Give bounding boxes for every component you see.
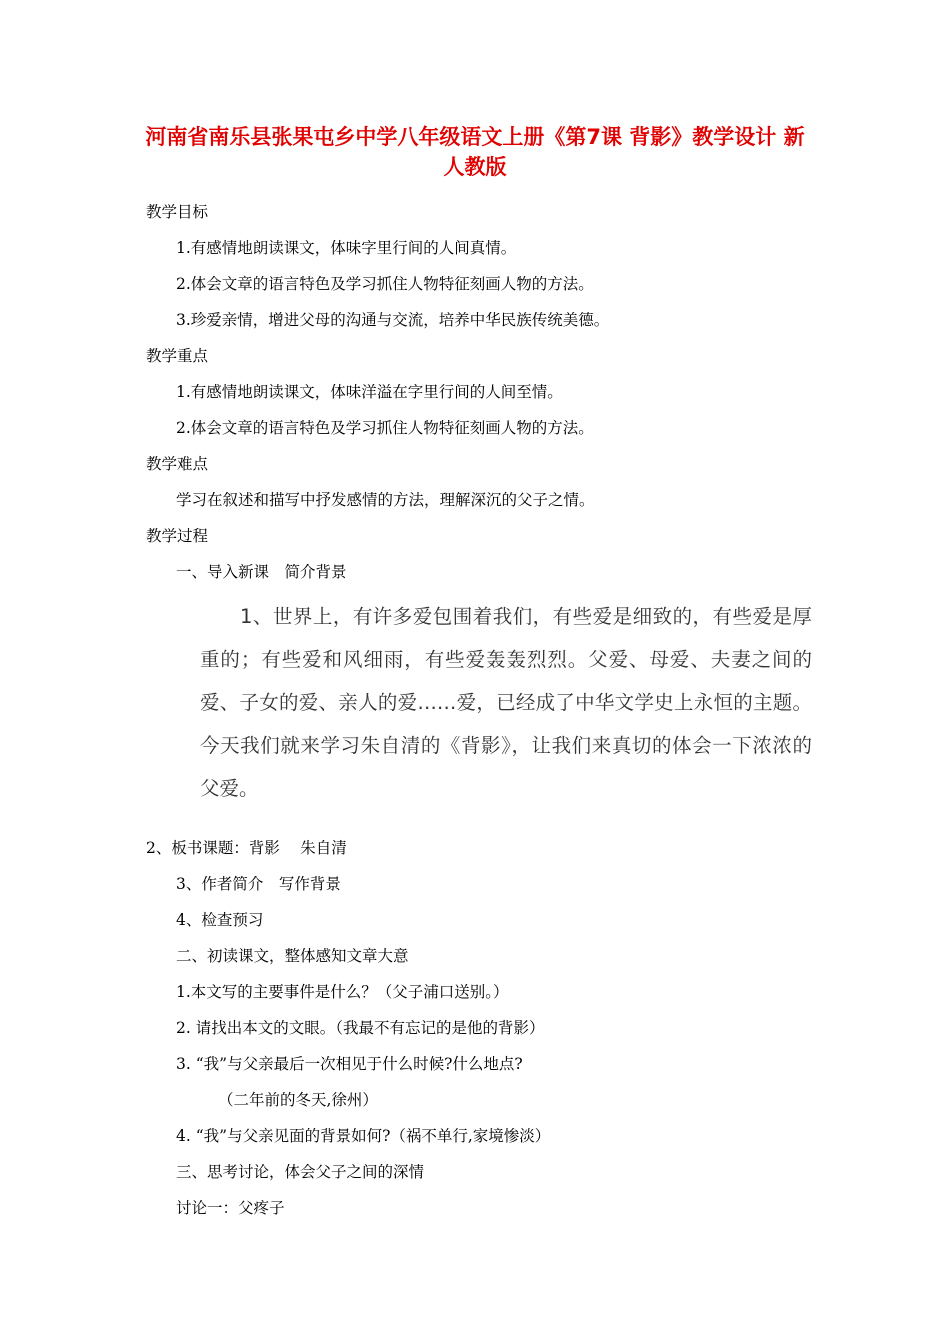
line-step-4: 4、检查预习	[176, 911, 264, 929]
intro-quote-text: 1、世界上，有许多爱包围着我们，有些爱是细致的，有些爱是厚重的；有些爱和风细雨，有些爱轰轰烈烈。父爱、母爱、夫妻之间的爱、子女的爱、亲人的爱……爱，已经成了中华文学史上永恒的主题。今天我们就来学习朱自清的《背影》，让我们来真切的体会一下浓浓的父爱。	[200, 605, 812, 800]
line-part-3: 三、思考讨论，体会父子之间的深情	[176, 1163, 425, 1181]
line-process-heading: 教学过程	[146, 527, 209, 545]
line-q-4: 4. “我”与父亲见面的背景如何?（祸不单行,家境惨淡）	[176, 1127, 551, 1145]
document-title: 河南省南乐县张果屯乡中学八年级语文上册《第7课 背影》教学设计 新人教版	[145, 125, 805, 179]
line-part-2: 二、初读课文，整体感知文章大意	[176, 947, 409, 965]
line-key-1: 1.有感情地朗读课文，体味洋溢在字里行间的人间至情。	[176, 383, 563, 401]
line-key-heading: 教学重点	[146, 347, 209, 365]
line-key-2: 2.体会文章的语言特色及学习抓住人物特征刻画人物的方法。	[176, 419, 594, 437]
intro-quote-block	[200, 595, 812, 810]
line-goal-1: 1.有感情地朗读课文，体味字里行间的人间真情。	[176, 239, 517, 257]
line-q-1: 1.本文写的主要事件是什么？（父子浦口送别。）	[176, 983, 509, 1001]
line-difficulty-heading: 教学难点	[146, 455, 209, 473]
line-step-3: 3、作者简介 写作背景	[176, 875, 341, 893]
line-goal-2: 2.体会文章的语言特色及学习抓住人物特征刻画人物的方法。	[176, 275, 594, 293]
line-difficulty-1: 学习在叙述和描写中抒发感情的方法，理解深沉的父子之情。	[176, 491, 595, 509]
line-q-2: 2. 请找出本文的文眼。（我最不有忘记的是他的背影）	[176, 1019, 545, 1037]
line-process-1: 一、导入新课 简介背景	[176, 563, 347, 581]
line-step-2: 2、板书课题：背影 朱自清	[146, 839, 347, 857]
line-goal-3: 3.珍爱亲情，增进父母的沟通与交流，培养中华民族传统美德。	[176, 311, 610, 329]
line-goal-heading: 教学目标	[146, 203, 209, 221]
line-q-3: 3. “我”与父亲最后一次相见于什么时候?什么地点?	[176, 1055, 523, 1073]
line-discussion-1: 讨论一：父疼子	[176, 1199, 285, 1217]
line-a-3: （二年前的冬天,徐州）	[218, 1091, 378, 1109]
